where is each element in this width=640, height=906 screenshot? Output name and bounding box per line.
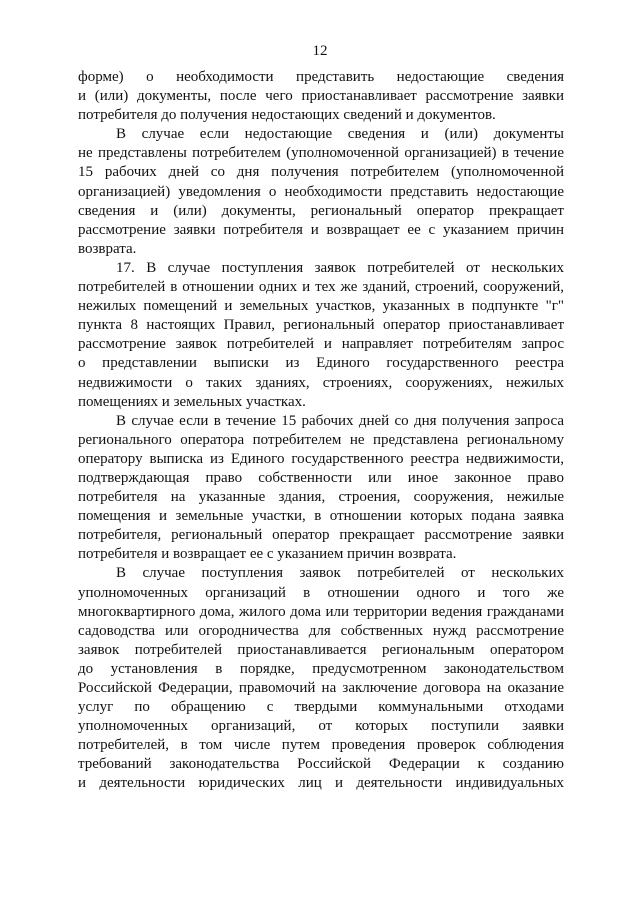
text-line: потребителя и возвращает ее с указанием причин возврата. (78, 546, 457, 563)
paragraph (78, 125, 564, 259)
page-number: 12 (312, 43, 328, 59)
text-line: В случае поступления заявок потребителей от нескольких (116, 565, 564, 582)
text-line: требований законодательства Российской Федерации к созданию (78, 756, 564, 773)
text-line: не представлены потребителем (уполномоченной организацией) в течение (78, 145, 564, 162)
text-line: потребителя на указанные здания, строения, сооружения, нежилые (78, 489, 564, 506)
text-line: садоводства или огородничества для собственных нужд рассмотрение (78, 622, 564, 639)
text-line: сведения и (или) документы, региональный оператор прекращает (78, 202, 564, 219)
text-line: подтверждающая право собственности или иное законное право (78, 469, 564, 486)
text-line: В случае если в течение 15 рабочих дней со дня получения запроса (116, 412, 564, 429)
text-line: нежилых помещений и земельных участков, указанных в подпункте "г" (78, 298, 564, 315)
text-line: 17. В случае поступления заявок потребителей от нескольких (116, 259, 564, 276)
text-line: уполномоченных организаций, от которых поступили заявки (78, 718, 564, 735)
text-line: Российской Федерации, правомочий на заключение договора на оказание (78, 680, 564, 696)
text-line: помещения и земельные участки, в отношении которых подана заявка (78, 508, 564, 525)
paragraph (78, 259, 564, 412)
text-line: рассмотрение заявки потребителя и возвращает ее с указанием причин (78, 221, 564, 238)
text-line: организацией) уведомления о необходимости представить недостающие (78, 183, 564, 200)
text-line: уполномоченных организаций в отношении одного и того же (78, 584, 564, 601)
text-line: возврата. (78, 240, 137, 257)
paragraph (78, 412, 564, 565)
text-line: рассмотрение заявок потребителей и направляет потребителям запрос (78, 336, 564, 353)
text-line: до установления в порядке, предусмотренном законодательством (78, 660, 564, 677)
document-body (78, 68, 564, 794)
text-line: и деятельности юридических лиц и деятельности индивидуальных (78, 775, 564, 792)
text-line: многоквартирного дома, жилого дома или территории ведения гражданами (78, 603, 564, 620)
text-line: помещениях и земельных участках. (78, 393, 306, 410)
paragraph (78, 564, 564, 793)
text-line: потребителя, региональный оператор прекращает рассмотрение заявки (78, 527, 564, 544)
text-line: потребителей в отношении одних и тех же зданий, строений, сооружений, (78, 279, 564, 296)
text-line: регионального оператора потребителем не представлена региональному (78, 431, 564, 448)
text-line: форме) о необходимости представить недостающие сведения (78, 69, 564, 85)
text-line: заявок потребителей приостанавливается региональным оператором (78, 641, 564, 658)
text-line: потребителей, в том числе путем проведения проверок соблюдения (78, 737, 564, 754)
text-line: В случае если недостающие сведения и (или) документы (116, 126, 564, 143)
text-line: недвижимости о таких зданиях, строениях, сооружениях, нежилых (78, 374, 564, 391)
text-line: оператору выписка из Единого государственного реестра недвижимости, (78, 450, 564, 467)
text-line: потребителя до получения недостающих сведений и документов. (78, 107, 496, 124)
text-line: и (или) документы, после чего приостанавливает рассмотрение заявки (78, 88, 564, 105)
paragraph (78, 68, 564, 125)
text-line: о представлении выписки из Единого государственного реестра (78, 355, 564, 372)
text-line: 15 рабочих дней со дня получения потребителем (уполномоченной (78, 164, 564, 181)
text-line: услуг по обращению с твердыми коммунальными отходами (78, 699, 564, 716)
text-line: пункта 8 настоящих Правил, региональный оператор приостанавливает (78, 317, 564, 334)
